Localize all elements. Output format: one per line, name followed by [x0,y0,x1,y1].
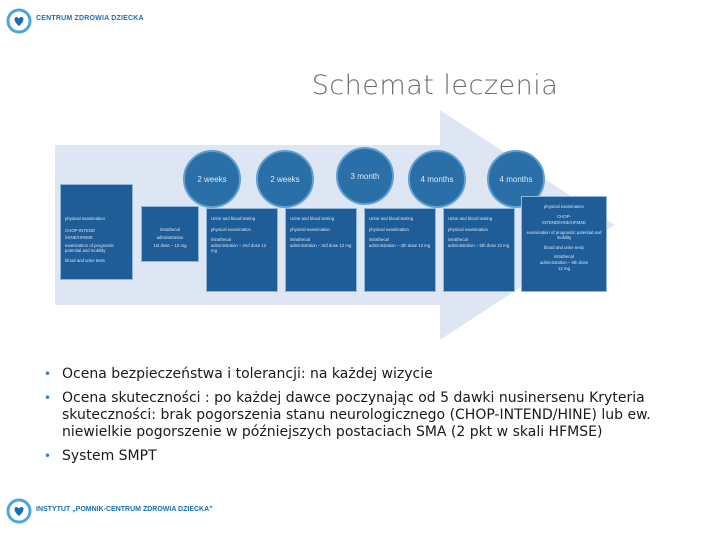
box-line: intrathecal [448,237,468,242]
box-line: administration [156,235,184,240]
circle-label: 2 weeks [197,174,227,184]
timeline-circle [336,147,394,205]
bullet-list [44,366,684,472]
timeline-box [60,184,133,280]
bottom-logo-text: INSTYTUT „POMNIK-CENTRUM ZDROWIA DZIECKA” [36,506,213,513]
timeline-box [285,208,357,292]
bullet-dot: • [44,391,52,405]
bullet-text: Ocena skuteczności : po każdej dawce poczynając od 5 dawki nusinersenu Kryteria skuteczności: brak pogorszenia stanu neurologicznego (CHOP-INTEND/HINE) lub ew. niewielkie pogorszenie w późniejszych postaciach SMA (2 pkt w skali HFMSE) [62,390,651,440]
circle-label: 4 months [499,174,533,184]
box-line: intrathecal [211,237,231,242]
box-line: administration – 5th dose 12 mg [448,243,510,248]
box-line: blood and urine tests [544,245,584,250]
bottom-logo [6,496,226,526]
top-logo-text: CENTRUM ZDROWIA DZIECKA [36,15,144,22]
box-line: /HINE/HFMSE [65,235,93,240]
timeline-box [443,208,515,292]
box-line: Urine and blood testing [369,216,414,221]
box-line: administration – 3rd dose 12 mg [290,243,352,248]
box-line: 1st dose – 12 mg [153,243,187,248]
box-line: administration – 4th dose 12 mg [369,243,431,248]
timeline-box [364,208,436,292]
bullet-item [44,448,684,465]
page-title-text: Schemat leczenia [311,70,559,101]
top-logo [6,6,176,36]
bullet-item [44,366,684,383]
box-line: Urine and blood testing [290,216,335,221]
box-line: Urine and blood testing [211,216,256,221]
box-line: physical examination [448,227,488,232]
box-line: CHOP- [557,214,571,219]
box-line: INTEND/HINE/HFMSE [542,220,586,225]
box-line: 12 mg [558,266,570,271]
heart-logo-icon [6,498,32,524]
box-line: intrathecal [554,254,574,259]
timeline-box [141,206,199,262]
box-line: physical examination [65,216,105,221]
box-line: administration – 2nd dose 12 mg [211,243,267,253]
box-line: physical examination [544,204,584,209]
box-line: examination of prognostic potential and mobility [526,230,602,240]
box-line: CHOP-INTEND [65,228,95,233]
circle-label: 2 weeks [270,174,300,184]
timeline-circle [408,150,466,208]
bullet-item [44,390,684,441]
box-line: administration – 6th dose [539,260,588,265]
bullet-text: System SMPT [62,448,157,464]
bullet-dot: • [44,367,52,381]
box-line: physical examination [211,227,251,232]
box-line: intrathecal [160,227,180,232]
timeline-circle [256,150,314,208]
box-line: intrathecal [369,237,389,242]
bullet-dot: • [44,449,52,463]
circle-label: 3 month [350,171,380,181]
box-line: intrathecal [290,237,310,242]
bullet-text: Ocena bezpieczeństwa i tolerancji: na każdej wizycie [62,366,433,382]
timeline-box [521,196,607,292]
circle-label: 4 months [420,174,454,184]
box-line: physical examination [290,227,330,232]
box-line: examination of prognostic potential and mobility [65,243,114,253]
timeline-circle [183,150,241,208]
box-line: blood and urine tests [65,258,105,263]
timeline-box [206,208,278,292]
heart-logo-icon [6,8,32,34]
box-line: Urine and blood testing [448,216,493,221]
box-line: physical examination [369,227,409,232]
